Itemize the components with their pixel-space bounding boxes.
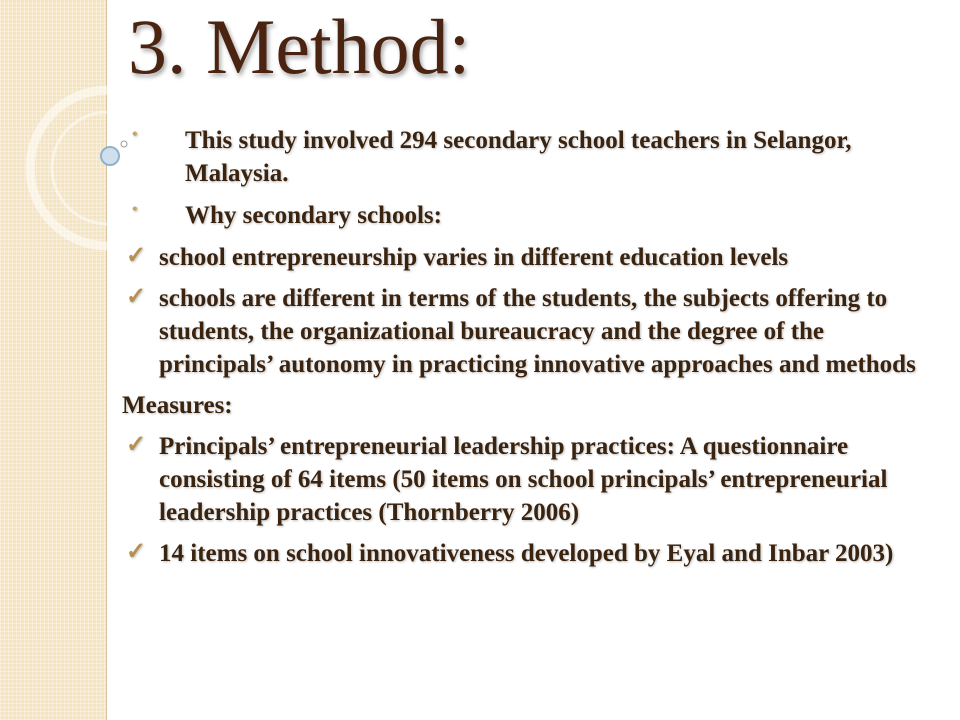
list-item-text: 14 items on school innovativeness developed by Eyal and Inbar 2003) bbox=[159, 540, 894, 567]
list-item-text: Principals’ entrepreneurial leadership practices: A questionnaire consisting of 64 items (50 items on school principals’ entrepreneurial leadership practices (Thornberry 2006) bbox=[159, 433, 888, 526]
list-item bbox=[122, 241, 932, 274]
check-icon: ✓ bbox=[126, 284, 147, 310]
list-item-text: school entrepreneurship varies in different education levels bbox=[159, 244, 789, 271]
measures-heading: Measures: bbox=[122, 392, 233, 419]
check-icon: ✓ bbox=[126, 243, 147, 269]
check-icon: ✓ bbox=[126, 539, 147, 565]
list-item-text: This study involved 294 secondary school teachers in Selangor, Malaysia. bbox=[185, 127, 852, 187]
list-item bbox=[122, 537, 932, 570]
list-item bbox=[122, 282, 932, 381]
list-item-text: Why secondary schools: bbox=[185, 202, 442, 229]
list-item bbox=[122, 199, 932, 232]
dot-bullet-icon: • bbox=[132, 126, 138, 143]
list-item bbox=[122, 430, 932, 529]
check-icon: ✓ bbox=[126, 432, 147, 458]
slide-content bbox=[122, 124, 932, 578]
list-item bbox=[122, 124, 932, 190]
page-title: 3. Method: bbox=[128, 3, 471, 90]
dot-bullet-icon: • bbox=[132, 201, 138, 218]
list-item-text: schools are different in terms of the students, the subjects offering to students, the organizational bureaucracy and the degree of the principals’ autonomy in practicing innovative approaches and methods bbox=[159, 285, 916, 378]
